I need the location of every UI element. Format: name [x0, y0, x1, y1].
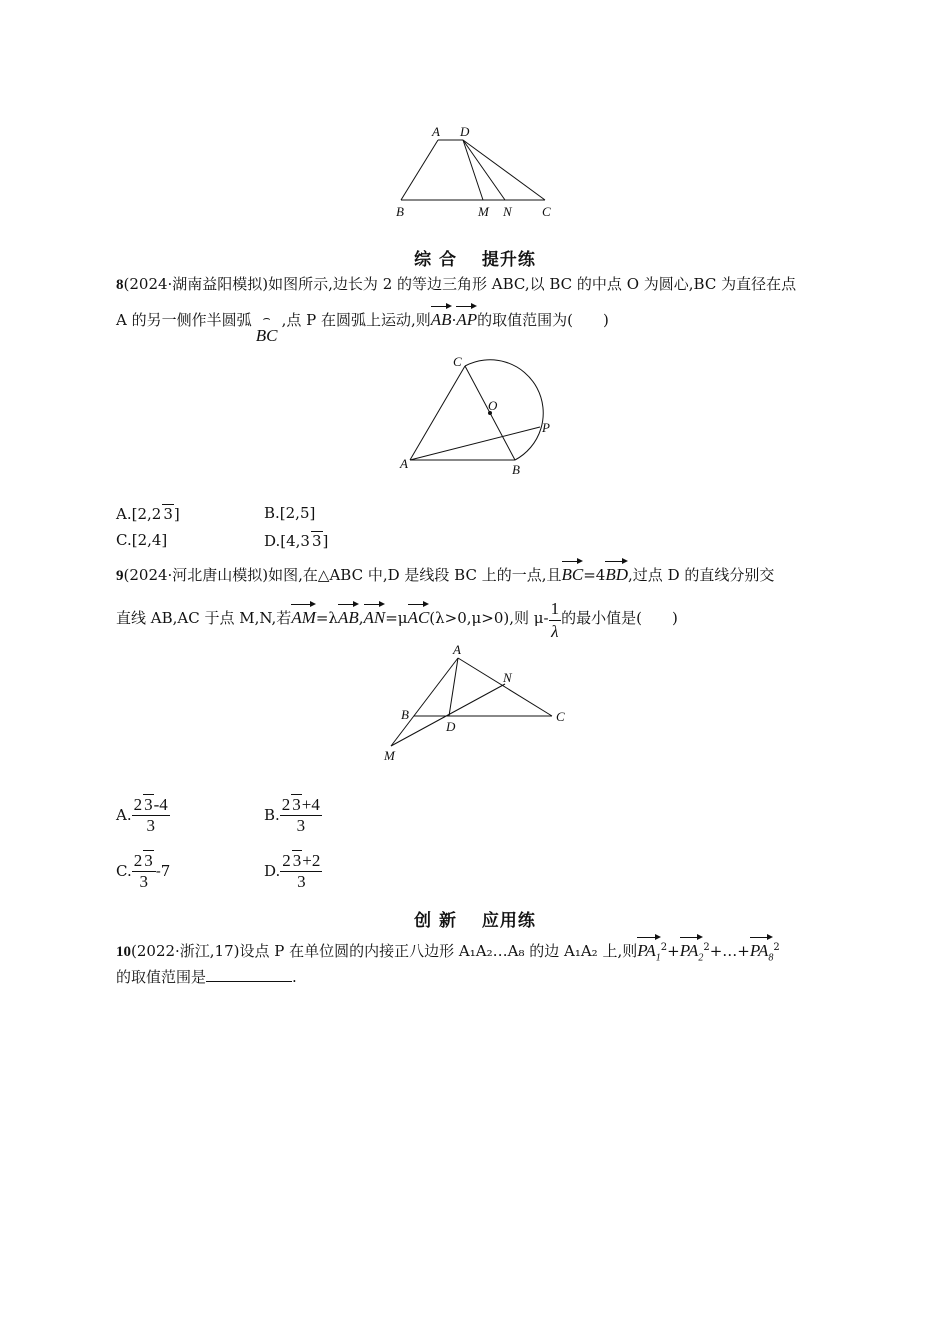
- label-A: A: [400, 456, 408, 471]
- question-10-line-2: [116, 966, 297, 988]
- question-text: A 的另一侧作半圆弧: [116, 311, 252, 329]
- question-8-line-1: [116, 273, 796, 296]
- vector-PA1: $PA_1$: [637, 934, 661, 969]
- period: .: [292, 968, 297, 986]
- vector-BD: BD: [605, 558, 628, 586]
- vector-AM: AM: [291, 601, 316, 629]
- question-9-line-1: [116, 558, 774, 587]
- vector-AC: AC: [408, 601, 430, 629]
- segment-AD: [449, 658, 458, 716]
- segment-AP: [410, 427, 540, 460]
- question-text: 的取值范围是: [116, 968, 207, 986]
- segment-AB: [401, 140, 438, 200]
- triangle-transversal-figure: [380, 640, 580, 765]
- question-text: ,点 P 在圆弧上运动,则: [281, 311, 431, 329]
- question-number: 8: [116, 277, 124, 293]
- option-9-B[interactable]: B. $\frac{2 3+4}{3}$: [264, 795, 320, 835]
- equation-text: =μ: [385, 609, 408, 627]
- triangle-semicircle-figure: [395, 350, 555, 480]
- option-8-B[interactable]: B.[2,5]: [264, 504, 316, 522]
- option-9-A[interactable]: A. $\frac{2 3-4}{3}$: [116, 795, 168, 835]
- label-M: M: [384, 748, 395, 763]
- question-8-line-2: [116, 303, 609, 347]
- option-8-A[interactable]: A.[2,2 3]: [116, 505, 180, 523]
- option-9-D[interactable]: D. $\frac{2 3+2}{3}$: [264, 851, 321, 891]
- label-N: N: [503, 670, 512, 685]
- vector-BC: BC: [562, 558, 584, 586]
- label-O: O: [488, 398, 498, 413]
- question-9-line-2: [116, 598, 678, 643]
- segment-DM: [463, 140, 483, 200]
- arc-symbol: ⌢ BC: [255, 311, 278, 345]
- label-B: B: [512, 462, 520, 477]
- vector-AB: AB: [338, 601, 359, 629]
- question-source: (2022·浙江,17): [131, 942, 240, 960]
- vector-PA2: $PA_2$: [680, 934, 704, 969]
- label-C: C: [542, 204, 551, 219]
- label-C: C: [556, 709, 565, 724]
- dot-product-symbol: ·: [451, 311, 457, 329]
- label-D: D: [446, 719, 456, 734]
- label-D: D: [460, 124, 470, 139]
- question-number: 10: [116, 944, 131, 960]
- label-A: A: [432, 124, 440, 139]
- ellipsis-sum: +…+: [709, 942, 750, 960]
- vector-AN: AN: [364, 601, 386, 629]
- question-number: 9: [116, 568, 124, 584]
- label-A: A: [453, 642, 461, 657]
- exponent: 2: [773, 942, 780, 953]
- label-P: P: [542, 420, 550, 435]
- segment-AC: [458, 658, 552, 716]
- question-source: (2024·湖南益阳模拟): [123, 275, 269, 293]
- label-B: B: [401, 707, 409, 722]
- segment-DC: [463, 140, 545, 200]
- vector-PA8: $PA_8$: [750, 934, 774, 969]
- question-text: 直线 AB,AC 于点 M,N,若: [116, 609, 292, 627]
- question-text: 设点 P 在单位圆的内接正八边形 A₁A₂…A₈ 的边 A₁A₂ 上,则: [239, 942, 638, 960]
- question-text: ,过点 D 的直线分别交: [628, 566, 775, 584]
- semicircle-arc-BC: [465, 360, 543, 460]
- segment-DN: [463, 140, 505, 200]
- label-N: N: [503, 204, 512, 219]
- label-B: B: [396, 204, 404, 219]
- question-text: 如图所示,边长为 2 的等边三角形 ABC,以 BC 的中点 O 为圆心,BC 为直径在点: [268, 275, 797, 293]
- label-M: M: [478, 204, 489, 219]
- answer-blank[interactable]: [206, 967, 292, 982]
- question-text: 的取值范围为( ): [477, 311, 609, 329]
- section-title-comprehensive: 综 合 提升练: [414, 250, 536, 270]
- vector-AB: AB: [431, 303, 452, 331]
- equation-text: =λ: [315, 609, 338, 627]
- trapezoid-figure: [390, 120, 560, 224]
- exponent: 2: [703, 942, 710, 953]
- question-source: (2024·河北唐山模拟): [123, 566, 269, 584]
- question-text: 如图,在△ABC 中,D 是线段 BC 上的一点,且: [268, 566, 562, 584]
- fraction-one-over-lambda: $\frac{1}{\lambda}$: [550, 599, 560, 641]
- option-8-C[interactable]: C.[2,4]: [116, 531, 168, 549]
- plus-sign: +: [667, 942, 680, 960]
- section-title-innovation: 创 新 应用练: [414, 911, 536, 931]
- option-8-D[interactable]: D.[4,3 3]: [264, 532, 329, 550]
- option-9-C[interactable]: C. $\frac{2 3}{3}$ -7: [116, 851, 171, 891]
- equation-text: =4: [583, 566, 606, 584]
- segment-AC: [410, 366, 465, 460]
- vector-AP: AP: [456, 303, 477, 331]
- comma: ,: [358, 609, 364, 627]
- label-C: C: [453, 354, 462, 369]
- exponent: 2: [660, 942, 668, 953]
- condition-text: (λ>0,μ>0),则 μ-: [429, 609, 549, 627]
- question-text: 的最小值是( ): [561, 609, 678, 627]
- question-10-line-1: [116, 934, 780, 969]
